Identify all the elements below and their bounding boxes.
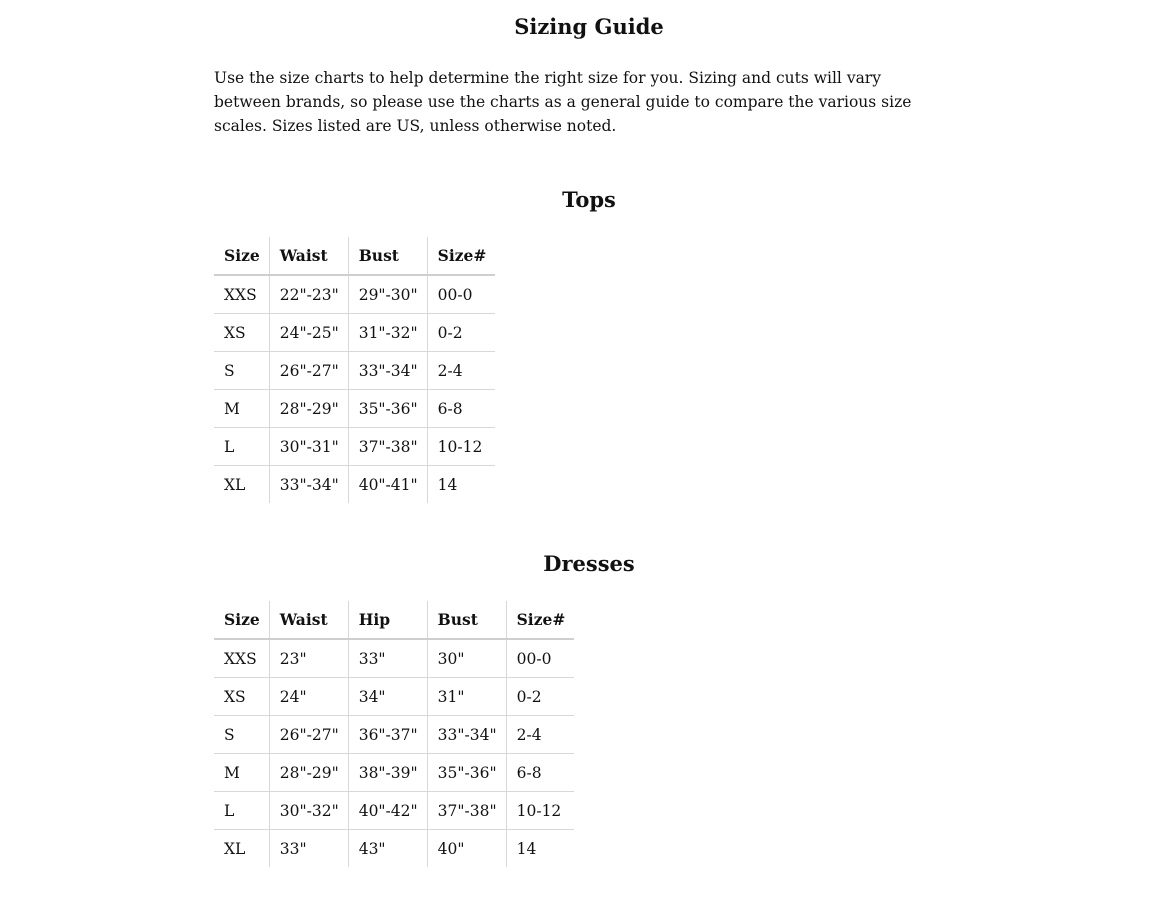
cell-size: XXS [214,639,269,678]
cell-bust: 37"-38" [348,428,427,466]
table-header-row [214,601,574,639]
cell-bust: 37"-38" [427,792,506,830]
cell-size-number: 10-12 [427,428,495,466]
cell-waist: 33" [269,830,348,868]
cell-waist: 28"-29" [269,390,348,428]
cell-size: L [214,428,269,466]
table-row [214,754,574,792]
cell-size-number: 6-8 [427,390,495,428]
cell-waist: 23" [269,639,348,678]
cell-size: XL [224,475,246,494]
cell-size: M [214,390,269,428]
cell-size: XXS [214,275,269,314]
header-size-number: Size# [427,237,495,275]
cell-waist: 30"-31" [269,428,348,466]
cell-hip: 40"-42" [348,792,427,830]
tops-section-title: Tops [562,187,616,212]
cell-bust: 29"-30" [348,275,427,314]
cell-bust: 33"-34" [348,352,427,390]
cell-waist: 22"-23" [269,275,348,314]
header-bust: Bust [427,601,506,639]
header-size: Size [214,601,269,639]
cell-size: XL [224,839,246,858]
dresses-section-title: Dresses [543,551,635,576]
cell-size-number: 00-0 [506,639,574,678]
cell-size-number: 6-8 [506,754,574,792]
cell-waist: 26"-27" [269,716,348,754]
cell-hip: 34" [348,678,427,716]
cell-size-number: 0-2 [506,678,574,716]
cell-size: XS [214,314,269,352]
table-row [214,678,574,716]
intro-paragraph: Use the size charts to help determine the right size for you. Sizing and cuts will vary between brands, so please use the charts as a general guide to compare the various size scales. Sizes listed are US, unless otherwise noted. [214,69,912,135]
cell-bust: 35"-36" [348,390,427,428]
cell-waist: 30"-32" [269,792,348,830]
cell-bust: 40" [427,830,506,868]
header-bust: Bust [348,237,427,275]
table-row [214,352,495,390]
cell-size: S [214,716,269,754]
table-row [214,314,495,352]
table-row [214,275,495,314]
cell-bust: 30" [427,639,506,678]
table-row [214,830,574,868]
cell-size-number: 10-12 [506,792,574,830]
cell-size: XS [214,678,269,716]
cell-bust: 31" [427,678,506,716]
table-row [214,716,574,754]
cell-waist: 24" [269,678,348,716]
header-waist: Waist [269,237,348,275]
table-row [214,792,574,830]
header-size-number: Size# [506,601,574,639]
cell-hip: 36"-37" [348,716,427,754]
table-row [214,639,574,678]
header-waist: Waist [269,601,348,639]
cell-waist: 28"-29" [269,754,348,792]
cell-size-number: 2-4 [427,352,495,390]
cell-size-number: 14 [427,466,495,504]
cell-bust: 35"-36" [427,754,506,792]
header-size: Size [214,237,269,275]
cell-waist: 33"-34" [269,466,348,504]
page-title: Sizing Guide [514,14,664,39]
cell-size: S [214,352,269,390]
cell-size-number: 00-0 [427,275,495,314]
cell-waist: 24"-25" [269,314,348,352]
cell-hip: 38"-39" [348,754,427,792]
cell-size-number: 2-4 [506,716,574,754]
cell-bust: 40"-41" [348,466,427,504]
cell-bust: 31"-32" [348,314,427,352]
cell-hip: 43" [348,830,427,868]
tops-size-table [214,237,495,503]
cell-waist: 26"-27" [269,352,348,390]
table-row [214,466,495,504]
cell-size-number: 14 [506,830,574,868]
cell-size: L [214,792,269,830]
dresses-size-table [214,601,574,867]
cell-size-number: 0-2 [427,314,495,352]
header-hip: Hip [348,601,427,639]
table-header-row [214,237,495,275]
cell-hip: 33" [348,639,427,678]
cell-size: M [214,754,269,792]
cell-bust: 33"-34" [427,716,506,754]
table-row [214,390,495,428]
table-row [214,428,495,466]
